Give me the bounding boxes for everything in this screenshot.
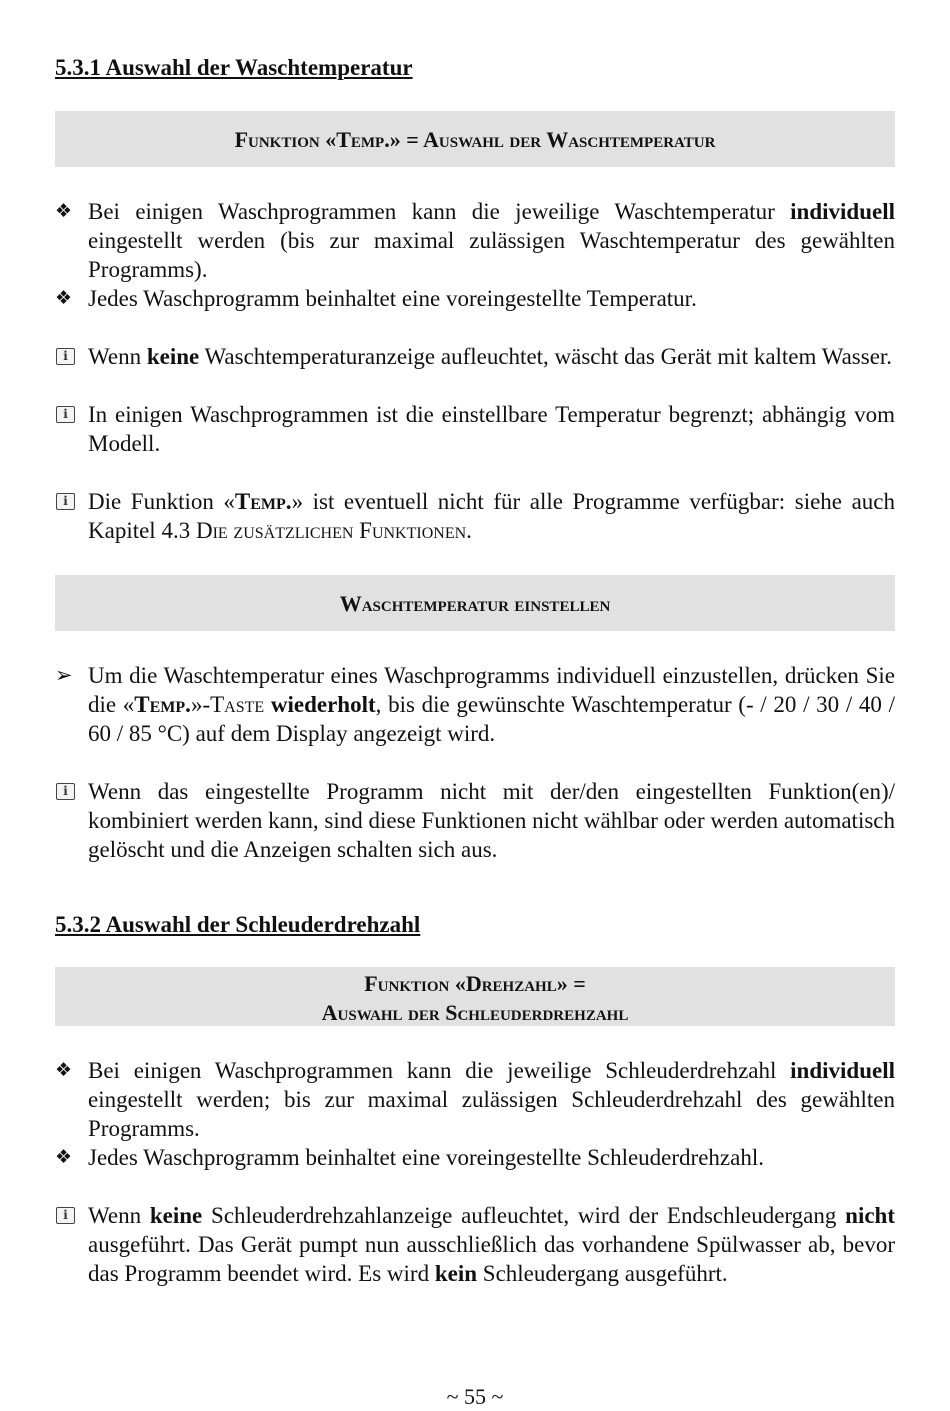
list-item: ❖ Jedes Waschprogramm beinhaltet eine voreingestellte Schleuderdrehzahl.: [55, 1145, 764, 1170]
info-note: i Wenn das eingestellte Programm nicht mit der/den eingestellten Funktion(en)/ kombiniert werden kann, sind diese Funktionen nicht wählbar oder werden automatisch gelöscht und die Anzeigen schalten sich aus.: [55, 777, 895, 864]
document-page: [55, 50, 895, 1288]
list-item: ❖ Bei einigen Waschprogrammen kann die jeweilige Waschtemperatur individuell eingestellt werden (bis zur maximal zulässigen Waschtemperatur des gewählten Programms).: [55, 199, 895, 282]
list-item: ❖ Bei einigen Waschprogrammen kann die jeweilige Schleuderdrehzahl individuell eingestellt werden; bis zur maximal zulässigen Schleuderdrehzahl des gewählten Programms.: [55, 1058, 895, 1141]
diamond-bullet-icon: ❖: [55, 287, 73, 309]
bullet-list-spin: [55, 1056, 895, 1172]
info-icon: i: [56, 783, 75, 800]
list-item: ❖ Jedes Waschprogramm beinhaltet eine voreingestellte Temperatur.: [55, 286, 697, 311]
banner-temp-function: [55, 111, 895, 167]
info-icon: i: [56, 493, 75, 510]
arrow-bullet-icon: ➢: [55, 663, 73, 687]
diamond-bullet-icon: ❖: [55, 200, 73, 222]
diamond-bullet-icon: ❖: [55, 1146, 73, 1168]
bullet-list-temperature: [55, 197, 895, 313]
banner-spin-function-line1: Funktion «Drehzahl» =: [364, 970, 586, 996]
info-note: i Wenn keine Schleuderdrehzahlanzeige aufleuchtet, wird der Endschleudergang nicht ausgeführt. Das Gerät pumpt nun ausschließlich das vorhandene Spülwasser ab, bevor das Programm beendet wird. Es wird kein Schleudergang ausgeführt.: [55, 1201, 895, 1288]
banner-set-temperature-text: Waschtemperatur einstellen: [339, 590, 611, 616]
banner-temp-function-text: Funktion «Temp.» = Auswahl der Waschtemperatur: [234, 126, 716, 152]
info-note: i Die Funktion «Temp.» ist eventuell nicht für alle Programme verfügbar: siehe auch Kapitel 4.3 Die zusätzlichen Funktionen.: [55, 487, 895, 545]
diamond-bullet-icon: ❖: [55, 1059, 73, 1081]
banner-set-temperature: [55, 575, 895, 631]
page-number: ~ 55 ~: [446, 1384, 504, 1409]
info-note: i In einigen Waschprogrammen ist die einstellbare Temperatur begrenzt; abhängig vom Modell.: [55, 400, 895, 458]
section-heading-temperature: 5.3.1 Auswahl der Waschtemperatur: [55, 55, 413, 80]
info-icon: i: [56, 1207, 75, 1224]
banner-spin-function: [55, 967, 895, 1026]
info-icon: i: [56, 406, 75, 423]
info-icon: i: [56, 348, 75, 365]
section-heading-spin-speed: 5.3.2 Auswahl der Schleuderdrehzahl: [55, 912, 421, 937]
banner-spin-function-line2: Auswahl der Schleuderdrehzahl: [321, 999, 629, 1025]
info-note: i Wenn keine Waschtemperaturanzeige aufleuchtet, wäscht das Gerät mit kaltem Wasser.: [55, 342, 895, 371]
step-item: ➢ Um die Waschtemperatur eines Waschprogramms individuell einzustellen, drücken Sie die «Temp.»-Taste wiederholt, bis die gewünschte Waschtemperatur (- / 20 / 30 / 40 / 60 / 85 °C) auf dem Display angezeigt wird.: [55, 663, 896, 746]
